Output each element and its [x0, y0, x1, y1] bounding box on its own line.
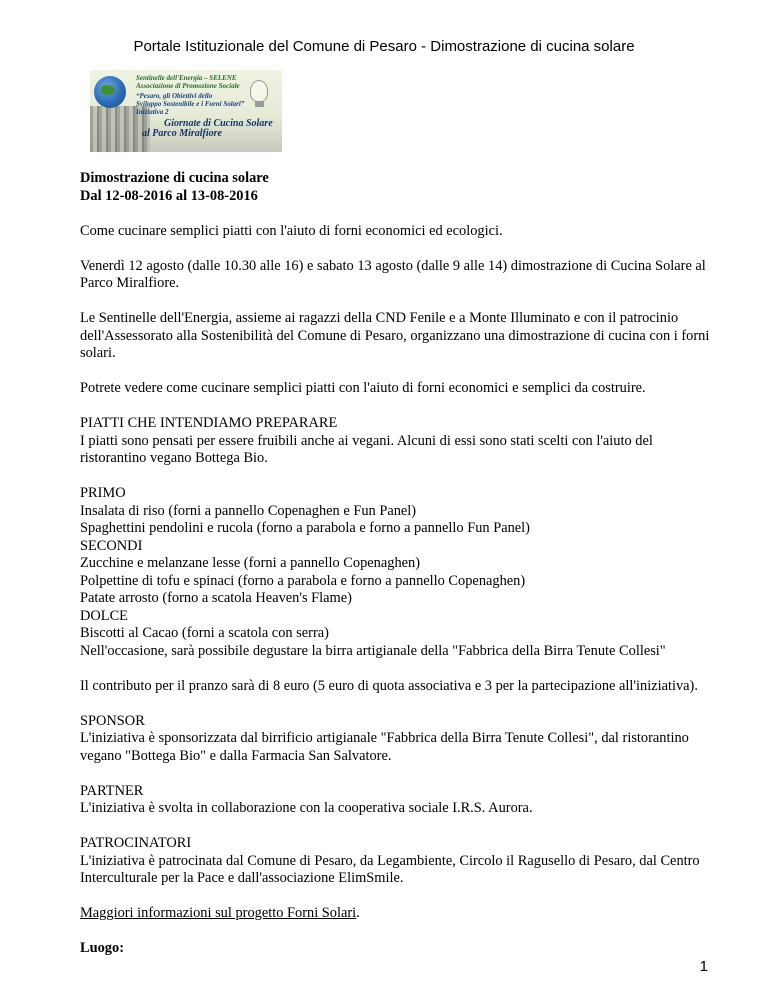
banner-line: “Pesaro, gli Obiettivi dello	[136, 92, 213, 100]
menu-item: Insalata di riso (forni a pannello Copenaghen e Fun Panel)	[80, 502, 417, 519]
banner-line: al Parco Miralfiore	[142, 128, 222, 139]
dishes-paragraph: I piatti sono pensati per essere fruibili anche ai vegani. Alcuni di essi sono stati scelti con l'aiuto del ristorantino vegano Bottega Bio.	[80, 432, 653, 466]
more-info-suffix: .	[356, 905, 360, 921]
partner-heading: PARTNER	[80, 782, 144, 799]
menu-item: SECONDI	[80, 537, 143, 554]
patrons-heading: PATROCINATORI	[80, 835, 192, 851]
menu-item: Zucchine e melanzane lesse (forni a pannello Copenaghen)	[80, 555, 421, 571]
contribution-paragraph: Il contributo per il pranzo sarà di 8 euro (5 euro di quota associativa e 3 per la partecipazione all'iniziativa).	[80, 677, 698, 694]
banner-line: Associazione di Promozione Sociale	[136, 82, 240, 90]
menu-item: Polpettine di tofu e spinaci (forno a parabola e forno a pannello Copenaghen)	[80, 572, 526, 589]
menu-item: Biscotti al Cacao (forni a scatola con serra)	[80, 625, 329, 641]
schedule-paragraph: Venerdì 12 agosto (dalle 10.30 alle 16) e sabato 13 agosto (dalle 9 alle 14) dimostrazione di Cucina Solare al Parco Miralfiore.	[80, 257, 706, 291]
page-header: Portale Istituzionale del Comune di Pesaro - Dimostrazione di cucina solare	[133, 38, 635, 55]
more-info-paragraph	[80, 905, 720, 923]
menu-item: Nell'occasione, sarà possibile degustare la birra artigianale della "Fabbrica della Birra Tenute Collesi"	[80, 642, 666, 659]
banner-line: Sviluppo Sostenibile e i Forni Solari”	[136, 100, 245, 108]
sponsor-paragraph: L'iniziativa è sponsorizzata dal birrificio artigianale "Fabbrica della Birra Tenute Collesi", dal ristorantino vegano "Bottega Bio" e dalla Farmacia San Salvatore.	[80, 730, 689, 764]
location-label: Luogo:	[80, 940, 124, 956]
more-info-link[interactable]: Maggiori informazioni sul progetto Forni Solari	[80, 905, 357, 921]
menu-list	[80, 485, 720, 660]
sponsor-heading: SPONSOR	[80, 712, 145, 729]
menu-item: Patate arrosto (forno a scatola Heaven's Flame)	[80, 590, 352, 606]
patrons-paragraph: L'iniziativa è patrocinata dal Comune di Pesaro, da Legambiente, Circolo il Ragusello di Pesaro, dal Centro Interculturale per la Pace e dall'associazione ElimSmile.	[80, 852, 700, 886]
partner-paragraph: L'iniziativa è svolta in collaborazione con la cooperativa sociale I.R.S. Aurora.	[80, 800, 533, 816]
article-title: Dimostrazione di cucina solare	[80, 170, 269, 186]
dishes-heading: PIATTI CHE INTENDIAMO PREPARARE	[80, 415, 338, 431]
menu-item: Spaghettini pendolini e rucola (forno a parabola e forno a pannello Fun Panel)	[80, 520, 530, 536]
menu-item: DOLCE	[80, 607, 128, 624]
banner-line: Giornate di Cucina Solare	[164, 118, 273, 129]
organizers-paragraph: Le Sentinelle dell'Energia, assieme ai ragazzi della CND Fenile e a Monte Illuminato e con il patrocinio dell'Assessorato alla Sostenibilità del Comune di Pesaro, organizzano una dimostrazione di cucina con i forni solari.	[80, 310, 710, 361]
intro-paragraph: Come cucinare semplici piatti con l'aiuto di forni economici ed ecologici.	[80, 222, 503, 239]
lightbulb-icon	[250, 80, 268, 102]
event-banner-image	[90, 70, 282, 152]
article-content	[80, 170, 720, 975]
menu-item: PRIMO	[80, 485, 126, 501]
globe-logo-icon	[94, 76, 126, 108]
article-dates: Dal 12-08-2016 al 13-08-2016	[80, 187, 258, 204]
page-number: 1	[699, 958, 708, 975]
lightbulb-base-icon	[255, 101, 264, 107]
banner-line: Iniziativa 2	[136, 108, 169, 116]
see-paragraph: Potrete vedere come cucinare semplici piatti con l'aiuto di forni economici e semplici da costruire.	[80, 380, 646, 396]
banner-line: Sentinelle dell'Energia – SELENE	[136, 74, 237, 82]
